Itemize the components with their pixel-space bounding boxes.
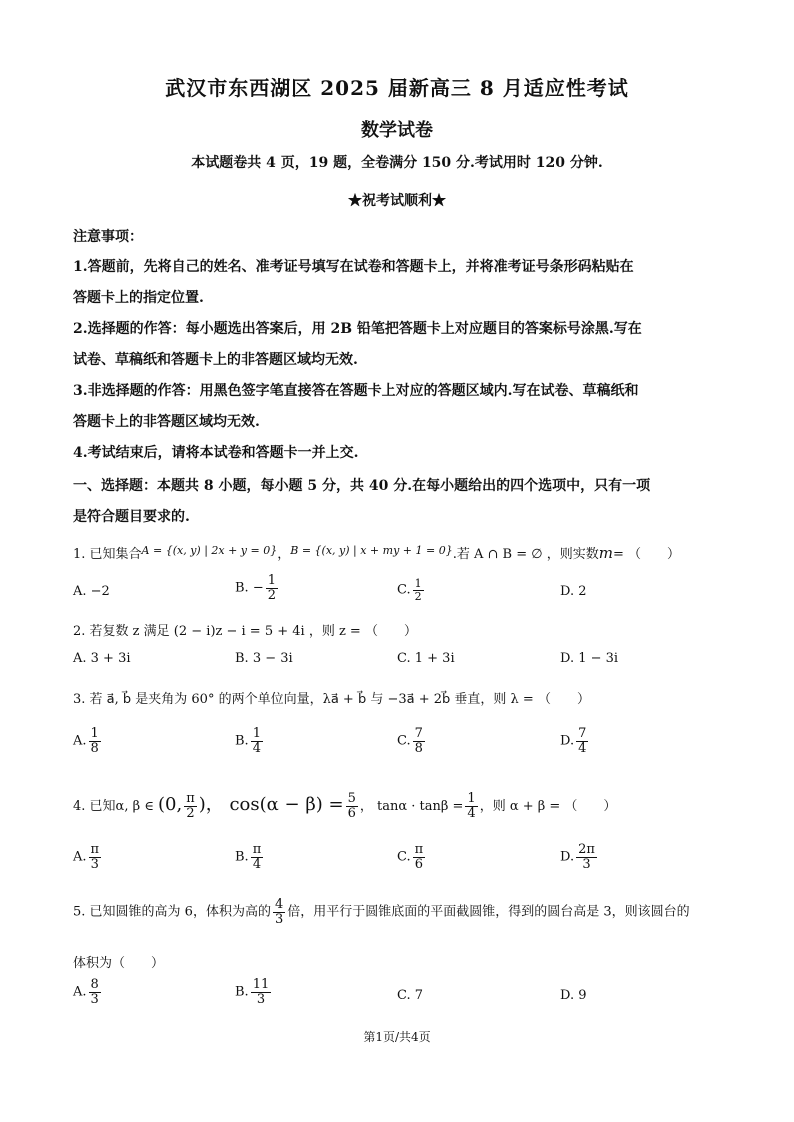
q3-option-c: C. $\frac{7}{8}$ — [397, 726, 423, 756]
exam-title: 武汉市东西湖区 2025 届新高三 8 月适应性考试 — [165, 76, 629, 100]
q4-option-c: C. $\frac{\pi}{6}$ — [397, 842, 424, 872]
q4-option-b: B. $\frac{\pi}{4}$ — [235, 842, 262, 872]
q1-option-a: A. −2 — [73, 584, 110, 599]
q1-option-b: B. − $\frac{1}{2}$ — [235, 573, 276, 603]
q2-option-d: D. 1 − 3i — [560, 651, 619, 666]
exam-subject: 数学试卷 — [361, 120, 433, 141]
notice-line: 4.考试结束后，请将本试卷和答题卡一并上交. — [73, 445, 359, 461]
notice-line: 答题卡上的指定位置. — [73, 290, 204, 306]
question-4-stem: 4. 已知α, β ∈ (0, $\frac{\pi}{2}$ )， cos(α − β) = $\frac{5}{6}$ ， tanα · tanβ = $\frac{1}{4}$ ，则 α + β = （ ） — [73, 791, 617, 821]
notice-line: 试卷、草稿纸和答题卡上的非答题区域均无效. — [73, 352, 358, 368]
section-heading: 一、选择题：本题共 8 小题，每小题 5 分，共 40 分.在每小题给出的四个选项中，只有一项 — [73, 478, 651, 494]
notice-heading: 注意事项： — [73, 229, 143, 245]
q2-option-b: B. 3 − 3i — [235, 651, 293, 666]
question-5-stem-cont: 体积为（ ） — [73, 956, 165, 971]
question-2-stem: 2. 若复数 z 满足 (2 − i)z − i = 5 + 4i ，则 z = （ ） — [73, 624, 417, 639]
exam-wish: ★祝考试顺利★ — [348, 193, 446, 209]
notice-line: 2.选择题的作答：每小题选出答案后，用 2B 铅笔把答题卡上对应题目的答案标号涂黑.写在 — [73, 321, 642, 337]
q1-option-c: C. $\frac{1}{2}$ — [397, 577, 422, 603]
notice-line: 答题卡上的非答题区域均无效. — [73, 414, 260, 430]
question-5-stem: 5. 已知圆锥的高为 6，体积为高的 $\frac{4}{3}$ 倍，用平行于圆锥底面的平面截圆锥，得到的圆台高是 3，则该圆台的 — [73, 897, 690, 927]
q2-option-a: A. 3 + 3i — [73, 651, 131, 666]
q4-option-d: D. $\frac{2\pi}{3}$ — [560, 842, 595, 872]
q4-option-a: A. $\frac{\pi}{3}$ — [73, 842, 100, 872]
q5-option-a: A. $\frac{8}{3}$ — [73, 977, 99, 1007]
q3-option-d: D. $\frac{7}{4}$ — [560, 726, 587, 756]
notice-line: 3.非选择题的作答：用黑色签字笔直接答在答题卡上对应的答题区域内.写在试卷、草稿纸和 — [73, 383, 639, 399]
q5-option-d: D. 9 — [560, 988, 587, 1003]
exam-info: 本试题卷共 4 页，19 题，全卷满分 150 分.考试用时 120 分钟. — [191, 155, 603, 171]
question-3-stem: 3. 若 a⃗, b⃗ 是夹角为 60° 的两个单位向量，λa⃗ + b⃗ 与 −3a⃗ + 2b⃗ 垂直，则 λ = （ ） — [73, 692, 590, 707]
page-number: 第1页/共4页 — [363, 1030, 431, 1044]
q5-option-c: C. 7 — [397, 988, 424, 1003]
q3-option-b: B. $\frac{1}{4}$ — [235, 726, 261, 756]
q2-option-c: C. 1 + 3i — [397, 651, 455, 666]
section-heading-cont: 是符合题目要求的. — [73, 509, 190, 525]
q3-option-a: A. $\frac{1}{8}$ — [73, 726, 99, 756]
notice-line: 1.答题前，先将自己的姓名、准考证号填写在试卷和答题卡上，并将准考证号条形码粘贴在 — [73, 259, 634, 275]
q1-option-d: D. 2 — [560, 584, 587, 599]
q5-option-b: B. $\frac{11}{3}$ — [235, 977, 270, 1007]
question-1-stem: 1. 已知集合$^{A = \{(x, y) | 2x + y = 0\}}$，$^{B = \{(x, y) | x + my + 1 = 0\}}$.若 A ∩ B = ∅ ，则实数m= （ ） — [73, 544, 680, 562]
